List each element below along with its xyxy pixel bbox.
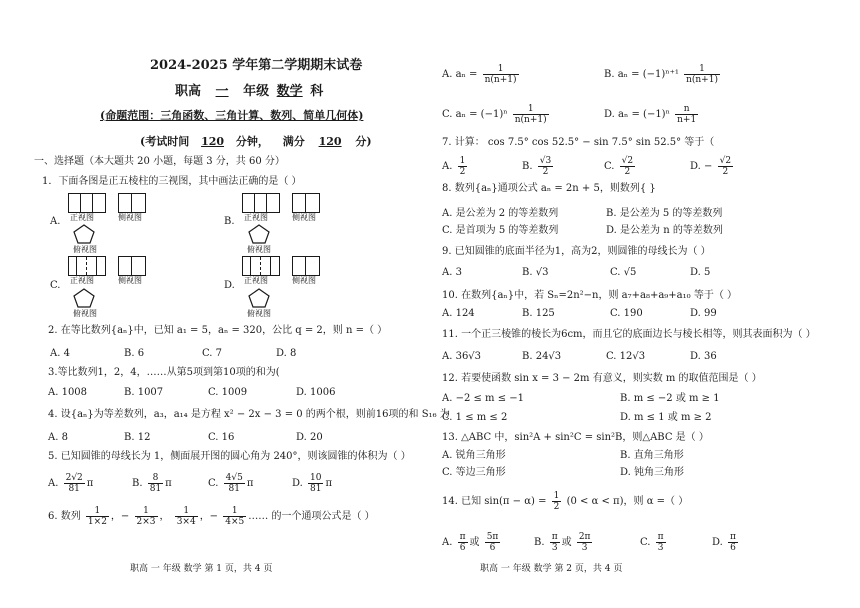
q1-d-top-label: 俯视图 [247, 309, 271, 318]
q7-c-num: √2 [621, 156, 634, 166]
q14-stem-den: 2 [553, 502, 560, 512]
exam-time-score [140, 136, 372, 148]
question-14-stem [442, 491, 688, 512]
q7-a-label: A. [442, 161, 453, 172]
q3-option-a: A. 1008 [48, 387, 88, 398]
q1-option-d-label: D. [224, 280, 235, 291]
q1-a-side-label: 侧视图 [118, 213, 142, 222]
q1-c-front-label: 正视图 [70, 276, 94, 285]
q1-a-pentagon-top-view [73, 224, 95, 244]
q14-d-label: D. [712, 537, 723, 548]
question-2-stem: 2. 在等比数列{aₙ}中，已知 a₁ = 5，aₙ = 320，公比 q = 2，则 n =（ ） [48, 325, 388, 336]
q6-a-fraction [483, 64, 519, 85]
q1-d-front-label: 正视图 [244, 276, 268, 285]
q7-d-den: 2 [722, 167, 729, 177]
q4-option-b: B. 12 [124, 432, 151, 443]
q11-option-d: D. 36 [690, 351, 717, 362]
q6-sep-3: ，− [199, 511, 219, 522]
q7-b-label: B. [522, 161, 533, 172]
q9-option-d: D. 5 [690, 267, 711, 278]
q1-d-pentagon-top-view [248, 288, 270, 308]
q6-option-a [442, 64, 521, 85]
q14-d-den: 6 [730, 543, 736, 553]
q14-a1-num: π [459, 532, 466, 542]
q10-option-c: C. 190 [610, 308, 643, 319]
q6-term-1-den: 1×2 [87, 517, 107, 527]
q5-d-pi: π [325, 478, 333, 489]
question-6-stem [48, 506, 375, 527]
q1-d-side-label: 侧视图 [292, 276, 316, 285]
q7-c-den: 2 [624, 167, 631, 177]
q14-b-fraction-1 [550, 532, 560, 553]
q14-b-or: 或 [561, 537, 572, 548]
q11-option-c: C. 12√3 [606, 351, 646, 362]
q13-option-c: C. 等边三角形 [442, 467, 506, 478]
q12-option-a: A. −2 ≤ m ≤ −1 [442, 393, 525, 404]
q12-option-b: B. m ≤ −2 或 m ≥ 1 [620, 393, 720, 404]
exam-title: 2024-2025 学年第二学期期末试卷 [150, 58, 363, 73]
q14-b2-num: 2π [578, 532, 591, 542]
q14-a2-num: 5π [486, 532, 499, 542]
q14-d-fraction [728, 532, 738, 553]
q14-b-label: B. [534, 537, 545, 548]
q14-option-d [712, 532, 740, 553]
q7-option-a [442, 156, 469, 177]
q14-c-fraction [656, 532, 666, 553]
q6-term-4 [223, 506, 246, 527]
q7-c-fraction [620, 156, 635, 177]
q1-c-side-label: 侧视图 [118, 276, 142, 285]
grade-value: 一 [215, 84, 229, 99]
q1-b-front-view [242, 193, 280, 213]
q7-c-label: C. [604, 161, 615, 172]
q6-d-den: n+1 [677, 115, 697, 125]
score-label: 满分 [282, 135, 305, 148]
q6-c-den: n(n+1) [514, 115, 547, 125]
q6-sep-2: ， [159, 511, 170, 522]
q10-option-a: A. 124 [442, 308, 475, 319]
question-4-stem: 4. 设{aₙ}为等差数列，a₃，a₁₄ 是方程 x² − 2x − 3 = 0 的两个根，则前16项的和 S₁₆ 为 [48, 409, 450, 420]
q14-a-fraction-1 [458, 532, 468, 553]
q5-b-pi: π [165, 478, 172, 489]
q5-a-pi: π [86, 478, 94, 489]
q1-b-side-label: 侧视图 [292, 213, 316, 222]
q6-c-fraction [513, 104, 549, 125]
q5-a-label: A. [48, 478, 59, 489]
q1-a-front-label: 正视图 [70, 213, 94, 222]
q8-option-a: A. 是公差为 2 的等差数列 [442, 208, 559, 219]
q14-stem-num: 1 [553, 491, 560, 501]
q14-a-fraction-2 [485, 532, 501, 553]
q14-d-num: π [730, 532, 736, 542]
q14-stem-fraction [552, 491, 562, 512]
q6-term-1-num: 1 [86, 506, 109, 517]
q8-option-d: D. 是公差为 n 的等差数列 [606, 225, 723, 236]
q7-b-fraction [538, 156, 553, 177]
footer-left: 职高 一 年级 数学 第 1 页，共 4 页 [130, 564, 273, 574]
q2-option-a: A. 4 [50, 348, 70, 359]
question-1-stem: 1．下面各图是正五棱柱的三视图，其中画法正确的是（ ） [42, 176, 302, 187]
q7-a-den: 2 [459, 167, 466, 177]
q4-option-a: A. 8 [48, 432, 68, 443]
grade-line [175, 84, 323, 99]
q1-a-front-view [68, 193, 106, 213]
grade-mid: 年级 [243, 84, 270, 99]
q5-c-den: 81 [228, 484, 240, 494]
q6-term-3-den: 3×4 [176, 517, 196, 527]
q14-stem-start: 14. 已知 sin(π − α) = [442, 496, 547, 507]
q14-b1-num: π [551, 532, 558, 542]
q2-option-c: C. 7 [202, 348, 223, 359]
q1-c-side-view [118, 256, 146, 276]
q3-option-d: D. 1006 [296, 387, 336, 398]
q6-stem-end: 的一个通项公式是（ ） [271, 511, 375, 522]
question-7-stem: 7. 计算： cos 7.5° cos 52.5° − sin 7.5° sin 52.5° 等于（ [442, 137, 715, 148]
q6-b-den: n(n+1) [686, 75, 718, 85]
q6-term-4-den: 4×5 [225, 517, 245, 527]
q14-stem-end: (0 < α < π)，则 α =（ ） [566, 496, 689, 507]
q5-c-pi: π [246, 478, 254, 489]
q3-option-c: C. 1009 [208, 387, 248, 398]
q6-term-2-den: 2×3 [136, 517, 156, 527]
q1-a-side-view [118, 193, 146, 213]
q5-c-fraction [224, 473, 245, 494]
q1-c-pentagon-top-view [73, 288, 95, 308]
q6-term-4-num: 1 [223, 506, 246, 517]
q9-option-b: B. √3 [522, 267, 549, 278]
q14-a-or: 或 [469, 537, 480, 548]
q5-d-label: D. [292, 478, 303, 489]
q5-option-a [48, 473, 93, 494]
question-9-stem: 9. 已知圆锥的底面半径为1，高为2，则圆锥的母线长为（ ） [442, 246, 711, 257]
q5-d-fraction [308, 473, 323, 494]
q5-b-num: 8 [148, 473, 163, 484]
q7-option-c [604, 156, 637, 177]
q6-b-lhs: B. aₙ = (−1)ⁿ⁺¹ [604, 69, 679, 80]
q7-b-num: √3 [539, 156, 552, 166]
q14-c-num: π [657, 532, 664, 542]
q6-sep-1: ，− [110, 511, 130, 522]
q13-option-a: A. 锐角三角形 [442, 450, 506, 461]
q5-c-label: C. [208, 478, 219, 489]
q1-b-side-view [292, 193, 320, 213]
q12-option-c: C. 1 ≤ m ≤ 2 [442, 412, 508, 423]
q1-d-side-view [292, 256, 320, 276]
q14-option-a [442, 532, 502, 553]
q2-option-d: D. 8 [276, 348, 297, 359]
q6-term-1 [86, 506, 109, 527]
subject-value: 数学 [276, 84, 303, 99]
question-3-stem: 3.等比数列1，2，4，……从第5项到第10项的和为( [48, 367, 280, 378]
q6-c-num: 1 [513, 104, 549, 115]
q10-option-d: D. 99 [690, 308, 717, 319]
q5-a-num: 2√2 [65, 473, 83, 483]
q6-term-3 [175, 506, 198, 527]
q9-option-a: A. 3 [442, 267, 462, 278]
question-11-stem: 11. 一个正三棱锥的棱长为6cm，而且它的底面边长与棱长相等，则其表面积为（ ） [442, 329, 816, 340]
q7-d-fraction [718, 156, 733, 177]
q14-b1-den: 3 [551, 543, 558, 553]
q14-option-b [534, 532, 594, 553]
section-heading: 一、选择题（本大题共 20 小题，每题 3 分，共 60 分） [34, 156, 285, 167]
q8-option-b: B. 是公差为 5 的等差数列 [606, 208, 723, 219]
q5-b-label: B. [132, 478, 143, 489]
q6-sep-4: …… [248, 511, 269, 522]
time-value: 120 [201, 135, 225, 148]
q7-option-b [522, 156, 555, 177]
q1-option-a-label: A. [50, 216, 61, 227]
q1-c-front-view [68, 256, 106, 276]
q6-d-lhs: D. aₙ = (−1)ⁿ [604, 109, 670, 120]
q6-a-lhs: A. aₙ = [442, 69, 478, 80]
q13-option-d: D. 钝角三角形 [620, 467, 685, 478]
q5-option-b [132, 473, 172, 494]
q9-option-c: C. √5 [610, 267, 637, 278]
q10-option-b: B. 125 [522, 308, 555, 319]
q14-b2-den: 3 [581, 543, 588, 553]
q14-a1-den: 6 [459, 543, 466, 553]
score-value: 120 [318, 135, 342, 148]
q7-a-fraction [458, 156, 468, 177]
q1-option-c-label: C. [50, 280, 61, 291]
q1-c-top-label: 俯视图 [73, 309, 97, 318]
q11-option-a: A. 36√3 [442, 351, 482, 362]
q8-option-c: C. 是首项为 5 的等差数列 [442, 225, 559, 236]
q6-b-fraction [684, 64, 720, 85]
q6-d-num: n [675, 104, 698, 115]
q5-c-num: 4√5 [225, 473, 243, 483]
q14-c-label: C. [640, 537, 651, 548]
q5-d-num: 10 [310, 473, 322, 483]
q7-d-num: √2 [719, 156, 732, 166]
score-unit: 分) [355, 135, 372, 148]
time-unit: 分钟， [235, 135, 269, 148]
q14-b-fraction-2 [577, 532, 593, 553]
q13-option-b: B. 直角三角形 [620, 450, 684, 461]
q6-term-2 [135, 506, 158, 527]
question-12-stem: 12. 若要使函数 sin x = 3 − 2m 有意义，则实数 m 的取值范围是（ ） [442, 373, 762, 384]
q7-a-num: 1 [459, 156, 466, 166]
question-10-stem: 10. 在数列{aₙ}中，若 Sₙ=2n²−n，则 a₇+a₈+a₉+a₁₀ 等于（ ） [442, 290, 738, 301]
question-8-stem: 8. 数列{aₙ}通项公式 aₙ = 2n + 5，则数列{ } [442, 183, 656, 194]
q14-a-label: A. [442, 537, 453, 548]
footer-right: 职高 一 年级 数学 第 2 页，共 4 页 [480, 564, 623, 574]
q6-stem-start: 6. 数列 [48, 511, 81, 522]
q11-option-b: B. 24√3 [522, 351, 562, 362]
q1-b-top-label: 俯视图 [247, 245, 271, 254]
q14-a2-den: 6 [489, 543, 496, 553]
q1-option-b-label: B. [224, 216, 235, 227]
q7-d-label: D. − [690, 161, 713, 172]
q5-option-c [208, 473, 253, 494]
q3-option-b: B. 1007 [124, 387, 164, 398]
q6-a-den: n(n+1) [484, 75, 517, 85]
q6-term-2-num: 1 [135, 506, 158, 517]
time-label: (考试时间 [140, 135, 190, 148]
question-5-stem: 5. 已知圆锥的母线长为 1，侧面展开图的圆心角为 240°，则该圆锥的体积为（ ） [48, 451, 411, 462]
q1-a-top-label: 俯视图 [73, 245, 97, 254]
q14-c-den: 3 [657, 543, 664, 553]
q5-option-d [292, 473, 332, 494]
q5-a-den: 81 [68, 484, 80, 494]
q1-b-front-label: 正视图 [244, 213, 268, 222]
q7-b-den: 2 [542, 167, 549, 177]
q2-option-b: B. 6 [124, 348, 145, 359]
q1-d-front-view [242, 256, 280, 276]
grade-prefix: 职高 [175, 84, 202, 99]
q5-b-fraction [148, 473, 163, 494]
q7-option-d [690, 156, 735, 177]
q12-option-d: D. m ≤ 1 或 m ≥ 2 [620, 412, 712, 423]
q6-option-d [604, 104, 700, 125]
q6-option-c [442, 104, 551, 125]
grade-suffix: 科 [310, 84, 324, 99]
q5-a-fraction [64, 473, 85, 494]
exam-scope: (命题范围：三角函数、三角计算、数列、简单几何体) [100, 109, 364, 122]
q6-d-fraction [675, 104, 698, 125]
q5-d-den: 81 [310, 484, 322, 494]
q6-term-3-num: 1 [175, 506, 198, 517]
q5-b-den: 81 [149, 484, 162, 494]
q4-option-d: D. 20 [296, 432, 323, 443]
q6-b-num: 1 [684, 64, 720, 75]
q6-c-lhs: C. aₙ = (−1)ⁿ [442, 109, 508, 120]
q6-a-num: 1 [483, 64, 519, 75]
q4-option-c: C. 16 [208, 432, 235, 443]
q1-b-pentagon-top-view [248, 224, 270, 244]
question-13-stem: 13. △ABC 中，sin²A + sin²C = sin²B，则△ABC 是（ ） [442, 432, 709, 443]
q14-option-c [640, 532, 668, 553]
q6-option-b [604, 64, 722, 85]
